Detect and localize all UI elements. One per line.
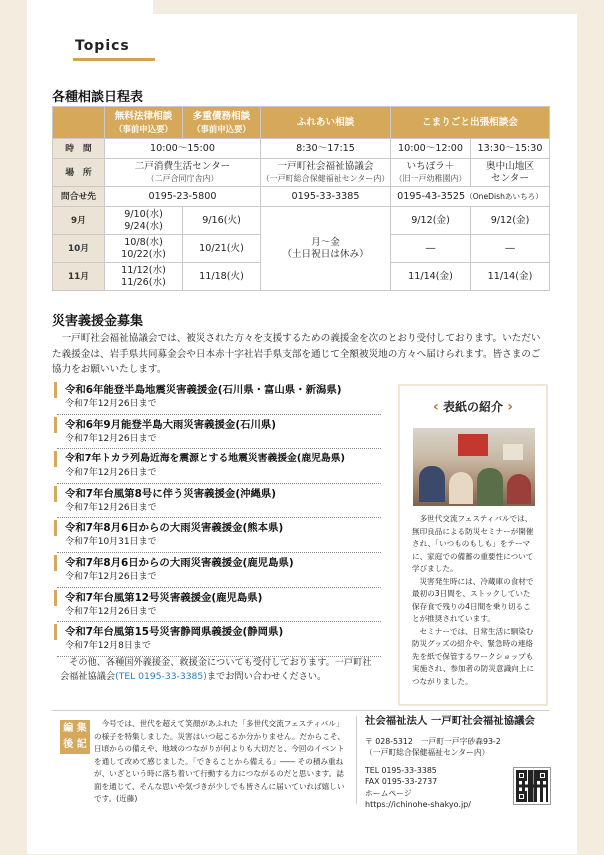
cell-nov-debt: 11/18(火) bbox=[183, 263, 261, 291]
schedule-title: 各種相談日程表 bbox=[52, 90, 144, 105]
cell-time-legal: 10:00～15:00 bbox=[105, 139, 261, 159]
cell-place-fureai: 一戸町社会福祉協議会 （一戸町総合保健福祉センター内） bbox=[261, 159, 391, 187]
list-item: 令和7年台風第15号災害静岡県義援金(静岡県) 令和7年12月8日まで bbox=[57, 622, 381, 657]
cell-contact-legal: 0195-23-5800 bbox=[105, 187, 261, 207]
cell-sep-komari1: 9/12(金) bbox=[391, 207, 471, 235]
cell-place-komari2: 奥中山地区 センター bbox=[471, 159, 550, 187]
cell-time-komari2: 13:30～15:30 bbox=[471, 139, 550, 159]
header-komari: こまりごと出張相談会 bbox=[391, 107, 550, 139]
org-tel: TEL 0195-33-3385 bbox=[365, 765, 437, 775]
cell-contact-komari: 0195-43-3525（OneDishあいちろ） bbox=[391, 187, 550, 207]
divider bbox=[52, 710, 549, 711]
row-label-sep: 9月 bbox=[53, 207, 105, 235]
topics-underline bbox=[73, 58, 155, 61]
donation-title: 災害義援金募集 bbox=[52, 314, 144, 329]
list-item: 令和7年台風第8号に伴う災害義援金(沖縄県) 令和7年12月26日まで bbox=[57, 484, 381, 519]
cell-place-komari1: いちぽラ＋ （旧一戸幼稚園内） bbox=[391, 159, 471, 187]
cover-text: 多世代交流フェスティバルでは、無印良品による防災セミナーが開催され、「いつものもしも」をテーマに、家庭での備蓄の重要性について学びました。 災害発生時には、冷蔵庫の食材で最初の3日間を、ストックしていた保存食で残りの4日間を乗り切ることが推奨されています。 セミナーでは、日常生活に馴染む防災グッズの紹介や、緊急時の連絡先を紙で保管するワークショップも実施され、参加者の防災意識向上につながりました。 bbox=[412, 514, 534, 686]
chevron-left-icon: ‹ bbox=[433, 399, 439, 415]
cell-place-legal: 二戸消費生活センター （二戸合同庁舎内） bbox=[105, 159, 261, 187]
org-name: 社会福祉法人 一戸町社会福祉協議会 bbox=[365, 715, 535, 727]
contact-tel-link[interactable]: (TEL 0195-33-3385) bbox=[115, 671, 207, 682]
org-zip: 〒 028-5312 一戸町一戸字砂森93-2 bbox=[365, 736, 501, 746]
topics-tab bbox=[27, 0, 153, 62]
cell-nov-komari1: 11/14(金) bbox=[391, 263, 471, 291]
donation-note: その他、各種国外義援金、救援金についても受付しております。一戸町社会福祉協議会(TEL 0195-33-3385)までお問い合わせください。 bbox=[60, 657, 372, 682]
chevron-right-icon: › bbox=[507, 399, 513, 415]
row-label-place: 場 所 bbox=[53, 159, 105, 187]
schedule-table bbox=[52, 106, 550, 291]
header-fureai: ふれあい相談 bbox=[261, 107, 391, 139]
donation-intro: 一戸町社会福祉協議会では、被災された方々を支援するための義援金を次のとおり受付しております。いただいた義援金は、岩手県共同募金会や日本赤十字社岩手県支部を通じて全額被災地の方々へ届けられます。皆さまのご協力をお願いいたします。 bbox=[52, 333, 541, 375]
list-item: 令和7年8月6日からの大雨災害義援金(熊本県) 令和7年10月31日まで bbox=[57, 518, 381, 553]
donation-list bbox=[57, 380, 381, 657]
cell-nov-komari2: 11/14(金) bbox=[471, 263, 550, 291]
row-label-contact: 問合せ先 bbox=[53, 187, 105, 207]
list-item: 令和7年台風第12号災害義援金(鹿児島県) 令和7年12月26日まで bbox=[57, 588, 381, 623]
cover-intro-box bbox=[398, 384, 548, 706]
list-item: 令和7年トカラ列島近海を震源とする地震災害義援金(鹿児島県) 令和7年12月26日まで bbox=[57, 449, 381, 484]
header-blank bbox=[53, 107, 105, 139]
divider-vertical bbox=[356, 716, 357, 804]
topics-label: Topics bbox=[75, 38, 130, 54]
qr-code-icon[interactable] bbox=[514, 768, 550, 804]
cell-oct-debt: 10/21(火) bbox=[183, 235, 261, 263]
header-debt: 多重債務相談 （事前申込要） bbox=[183, 107, 261, 139]
cell-sep-debt: 9/16(火) bbox=[183, 207, 261, 235]
cell-sep-legal: 9/10(水) 9/24(水) bbox=[105, 207, 183, 235]
cell-time-komari1: 10:00～12:00 bbox=[391, 139, 471, 159]
org-hp-label: ホームページ bbox=[365, 788, 412, 798]
row-label-nov: 11月 bbox=[53, 263, 105, 291]
cell-nov-legal: 11/12(水) 11/26(水) bbox=[105, 263, 183, 291]
cell-fureai-days: 月～金 （土日祝日は休み） bbox=[261, 207, 391, 291]
list-item: 令和6年能登半島地震災害義援金(石川県・富山県・新潟県) 令和7年12月26日まで bbox=[57, 380, 381, 415]
cell-contact-fureai: 0195-33-3385 bbox=[261, 187, 391, 207]
cover-photo bbox=[413, 428, 535, 506]
org-building: （一戸町総合保健福祉センター内） bbox=[365, 748, 490, 757]
editorial-text: 今号では、世代を超えて笑顔があふれた「多世代交流フェスティバル」の様子を特集しました。災害はいつ起こるか分かりません。だからこそ、日頃からの備えや、地域のつながりが何よりも大切だと、今回のイベントを通して改めて感じました。「できることから備える」―― その積み重ねが、いざという時に落ち着いて行動する力につながるのだと思います。誌面を通じて、そんな思いや気づきが少しでも皆さんに届いていれば嬉しいです。(近藤) bbox=[94, 719, 345, 803]
cell-sep-komari2: 9/12(金) bbox=[471, 207, 550, 235]
cover-title: ‹ 表紙の紹介 › bbox=[433, 399, 513, 415]
editorial-badge: 編 集 後 記 bbox=[60, 720, 90, 754]
cell-oct-komari1: ― bbox=[391, 235, 471, 263]
header-legal: 無料法律相談 （事前申込要） bbox=[105, 107, 183, 139]
row-label-oct: 10月 bbox=[53, 235, 105, 263]
cell-oct-komari2: ― bbox=[471, 235, 550, 263]
org-fax: FAX 0195-33-2737 bbox=[365, 777, 438, 786]
row-label-time: 時 間 bbox=[53, 139, 105, 159]
cell-oct-legal: 10/8(水) 10/22(水) bbox=[105, 235, 183, 263]
list-item: 令和6年9月能登半島大雨災害義援金(石川県) 令和7年12月26日まで bbox=[57, 415, 381, 450]
cell-time-fureai: 8:30～17:15 bbox=[261, 139, 391, 159]
list-item: 令和7年8月6日からの大雨災害義援金(鹿児島県) 令和7年12月26日まで bbox=[57, 553, 381, 588]
org-url-link[interactable]: https://ichinohe-shakyo.jp/ bbox=[365, 800, 471, 809]
